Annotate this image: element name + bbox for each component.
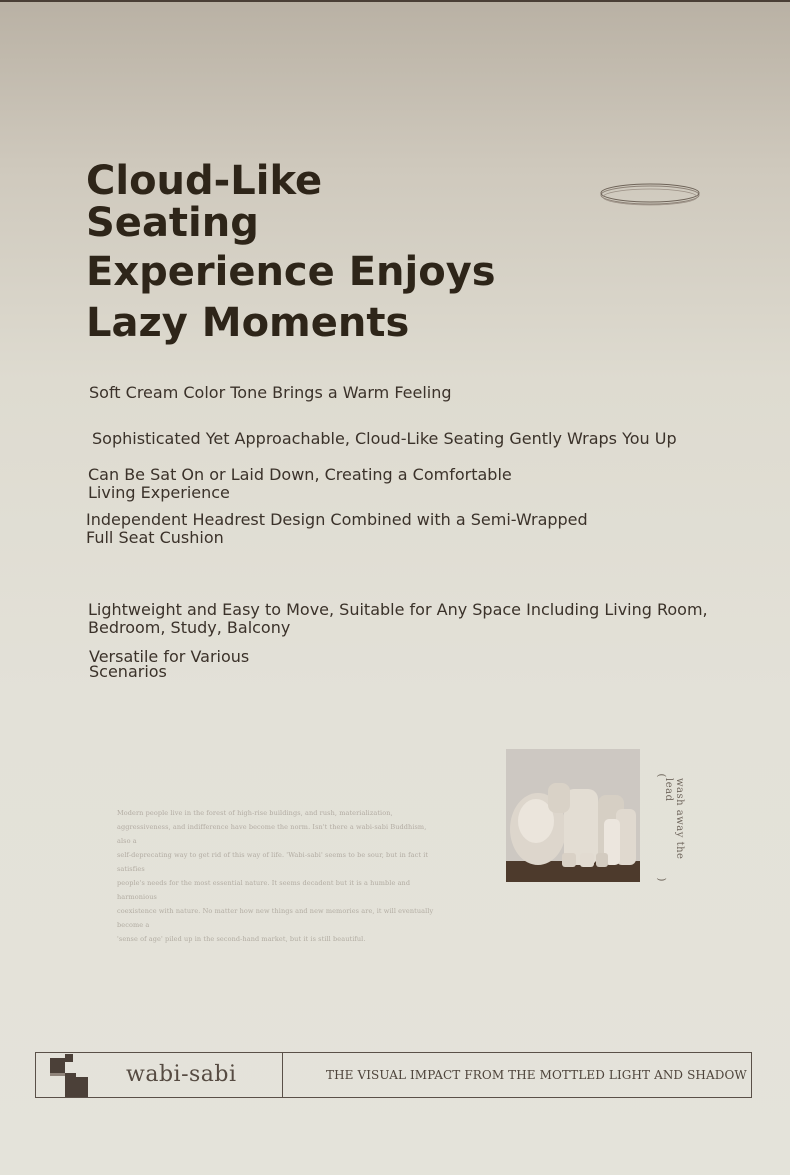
feature-line: Soft Cream Color Tone Brings a Warm Feeling xyxy=(89,383,452,402)
feature-item xyxy=(92,430,677,448)
body-line: 'sense of age' piled up in the second-hand market, but it is still beautiful. xyxy=(117,935,366,943)
feature-line: Full Seat Cushion xyxy=(86,528,224,547)
body-line: aggressiveness, and indifference have become the norm. Isn't there a wabi-sabi Buddhism, also a xyxy=(117,823,427,845)
title-line-3: Experience Enjoys xyxy=(86,249,496,295)
body-paragraph xyxy=(117,806,437,946)
body-line: coexistence with nature. No matter how new things and new memories are, it will eventually become a xyxy=(117,907,434,929)
title-line-2: Seating xyxy=(86,200,259,246)
feature-line: Lightweight and Easy to Move, Suitable for Any Space Including Living Room, xyxy=(88,600,708,619)
checker-squares-logo-icon xyxy=(48,1053,90,1097)
feature-line: Bedroom, Study, Balcony xyxy=(88,618,291,637)
feature-line: Can Be Sat On or Laid Down, Creating a Comfortable xyxy=(88,465,512,484)
feature-item xyxy=(89,649,249,679)
feature-line: Scenarios xyxy=(89,662,167,681)
body-line: self-deprecating way to get rid of this way of life. 'Wabi-sabi' seems to be sour, but in fact it satisfies xyxy=(117,851,429,873)
vases-illustration xyxy=(506,749,640,882)
page-title xyxy=(86,160,506,348)
body-line: people's needs for the most essential nature. It seems decadent but it is a humble and harmonious xyxy=(117,879,411,901)
ceramic-vases-photo xyxy=(506,749,640,882)
title-line-4: Lazy Moments xyxy=(86,300,410,346)
feature-line: Sophisticated Yet Approachable, Cloud-Like Seating Gently Wraps You Up xyxy=(92,429,677,448)
feature-line: Independent Headrest Design Combined with a Semi-Wrapped xyxy=(86,510,588,529)
caption-text: wash away the lead xyxy=(663,778,685,860)
footer-tagline: THE VISUAL IMPACT FROM THE MOTTLED LIGHT AND SHADOW xyxy=(326,1068,747,1082)
feature-item xyxy=(86,511,588,547)
footer-banner xyxy=(35,1052,752,1098)
vertical-caption xyxy=(644,770,684,886)
feature-line: Versatile for Various xyxy=(89,647,250,666)
caption-close-paren: ) xyxy=(655,877,667,882)
feature-item xyxy=(88,466,512,502)
feature-item xyxy=(89,384,452,402)
caption-open-paren: ( xyxy=(655,773,667,778)
title-line-1: Cloud-Like xyxy=(86,158,323,204)
feature-item xyxy=(88,601,708,637)
brand-name: wabi-sabi xyxy=(126,1062,237,1087)
double-ellipse-rings-icon xyxy=(598,176,702,212)
feature-line: Living Experience xyxy=(88,483,230,502)
body-line: Modern people live in the forest of high-rise buildings, and rush, materialization, xyxy=(117,809,393,817)
footer-divider xyxy=(282,1053,283,1097)
